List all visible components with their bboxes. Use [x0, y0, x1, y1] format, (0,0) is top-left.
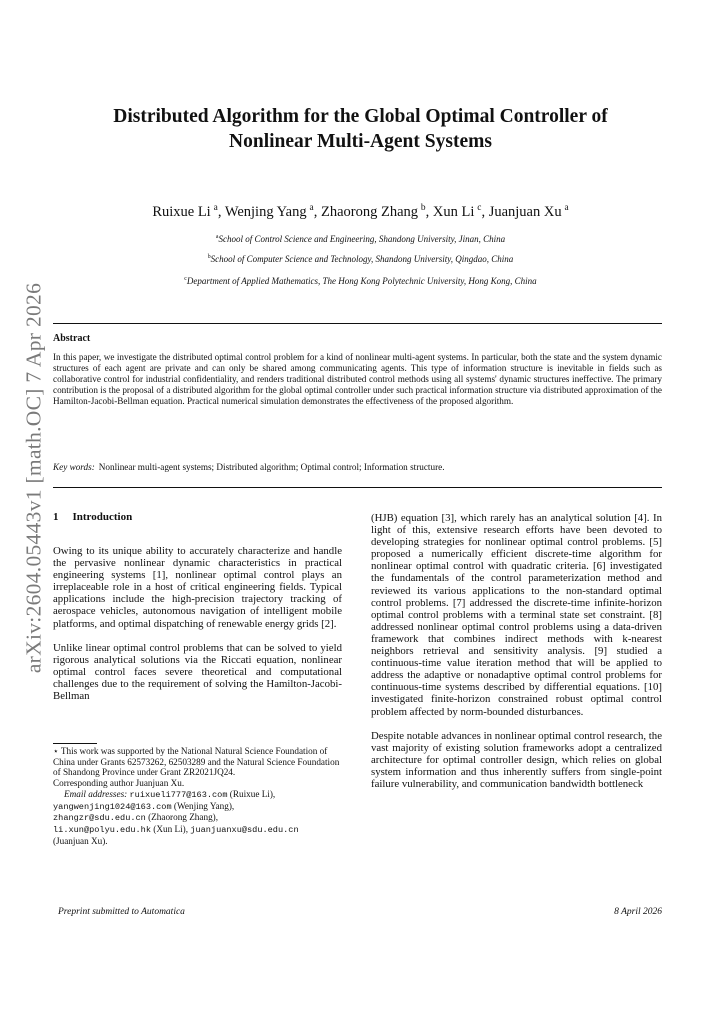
footer-date: 8 April 2026: [614, 907, 662, 917]
email-line: [53, 789, 345, 801]
footnote-funding: [53, 746, 345, 778]
affiliation: [40, 234, 681, 244]
author-affil-mark: b: [420, 203, 426, 213]
paper-title-line-2: Nonlinear Multi-Agent Systems: [229, 131, 492, 152]
email-owner: (Ruixue Li),: [227, 788, 276, 799]
left-column: [53, 545, 342, 714]
footnote: [53, 746, 345, 846]
section-heading: [53, 511, 132, 523]
email-line: [53, 812, 345, 824]
abstract-top-rule: [53, 323, 662, 324]
keywords-label: Key words:: [53, 462, 95, 472]
author-name: Ruixue Li: [152, 203, 211, 220]
email-address: li.xun@polyu.edu.hk: [53, 824, 151, 835]
affil-text: School of Control Science and Engineering, Shandong University, Jinan, China: [218, 234, 506, 244]
paragraph: Unlike linear optimal control problems that can be solved to yield rigorous analytical solutions via the Riccati equation, nonlinear optimal control faces severe theoretical and computational challenges due to the requirement of solving the Hamilton-Jacobi-Bellman: [53, 641, 342, 703]
affil-text: School of Computer Science and Technology, Shandong University, Qingdao, China: [210, 254, 514, 264]
email-owner: (Xun Li),: [151, 823, 191, 834]
email-owner-last: (Juanjuan Xu).: [53, 835, 108, 846]
keywords: [53, 462, 662, 472]
author-affil-mark: a: [213, 203, 218, 213]
corresponding-author: Corresponding author Juanjuan Xu.: [53, 778, 185, 789]
email-address: yangwenjing1024@163.com: [53, 801, 172, 812]
section-title: Introduction: [72, 511, 133, 523]
abstract-bottom-rule: [53, 487, 662, 488]
email-address: zhangzr@sdu.edu.cn: [53, 813, 146, 824]
author-affil-mark: a: [309, 203, 314, 213]
funding-text: This work was supported by the National Natural Science Foundation of China under Grants 62573262, 62503289 and the Natural Science Foundation of Shandong Province under Grant ZR2021JQ24.: [53, 746, 340, 778]
author-name: Juanjuan Xu: [488, 203, 562, 220]
email-owner: (Wenjing Yang),: [171, 800, 235, 811]
affil-mark: b: [207, 254, 211, 260]
email-label: Email addresses:: [64, 788, 128, 799]
keywords-text: Nonlinear multi-agent systems; Distributed algorithm; Optimal control; Information structure.: [98, 462, 445, 472]
author-name: Xun Li: [432, 203, 475, 220]
author-name: Wenjing Yang: [224, 203, 307, 220]
footer-preprint-note: Preprint submitted to Automatica: [58, 907, 185, 917]
author-list: Ruixue Li $^a$, Wenjing Yang $^a$, Zhaorong Zhang $^b$, Xun Li $^c$, Juanjuan Xu $^a$: [152, 203, 569, 220]
email-owner: (Zhaorong Zhang),: [145, 812, 219, 823]
footnote-star: ⋆: [53, 746, 59, 756]
paper-title-line-1: Distributed Algorithm for the Global Optimal Controller of: [113, 106, 608, 127]
author-name: Zhaorong Zhang: [320, 203, 419, 220]
affil-mark: a: [215, 234, 219, 240]
paragraph: Owing to its unique ability to accurately characterize and handle the pervasive nonlinear dynamic characteristics in practical engineering systems [1], nonlinear optimal control plays an irreplaceable role in a host of critical engineering fields. Typical applications include the high-precision trajectory tracking of aerospace vehicles, autonomous navigation of intelligent mobile platforms, and optimal dispatching of renewable energy grids [2].: [53, 545, 342, 630]
right-column: [371, 512, 662, 802]
affil-text: Department of Applied Mathematics, The Hong Kong Polytechnic University, Hong Kong, China: [186, 276, 537, 286]
author-affil-mark: c: [477, 203, 482, 213]
email-line: [53, 801, 345, 813]
email-line: [53, 824, 345, 836]
abstract-text: In this paper, we investigate the distributed optimal control problem for a kind of nonlinear multi-agent systems. In particular, both the state and the system dynamic structures of each agent are private and can only be shared among communicating agents. This type of information structure is inevitable in fields such as collaborative control for industrial confidentiality, and renders traditional distributed control methods using all systems' dynamic structures ineffective. The primary contribution is the proposal of a distributed algorithm for the global optimal controller under such practical information structure via distributed approximation of the Hamilton-Jacobi-Bellman equation. Practical numerical simulation demonstrates the effectiveness of the proposed algorithm.: [53, 352, 662, 406]
paragraph: (HJB) equation [3], which rarely has an analytical solution [4]. In light of this, extensive research efforts have been devoted to developing strategies for nonlinear optimal control problems. [5] proposed a numerically efficient discrete-time algorithm for nonlinear optimal control with quadratic criteria. [6] investigated the fundamentals of the control parameterization method and reviewed its various applications to the non-standard optimal control problems. [7] addressed the discrete-time infinite-horizon optimal control problems with a terminal state set constraint. [8] addressed nonlinear optimal control problems using a data-driven framework that combines indirect methods with k-nearest neighbors retrieval and sensitivity analysis. [9] studied a continuous-time value iteration method that will be applied to address the adaptive or nonadaptive optimal control problems for continuous-time systems described by differential equations. [10] investigated finite-horizon constrained robust optimal control problem affected by norm-bounded disturbances.: [371, 512, 662, 718]
footnote-rule: [53, 743, 97, 744]
section-number: 1: [53, 511, 59, 523]
affiliation: [40, 276, 681, 286]
affil-mark: c: [184, 276, 187, 282]
author-affil-mark: a: [564, 203, 569, 213]
arxiv-stamp: arXiv:2604.05443v1 [math.OC] 7 Apr 2026: [21, 282, 46, 674]
abstract-heading: Abstract: [53, 333, 91, 344]
email-address: juanjuanxu@sdu.edu.cn: [190, 824, 299, 835]
affiliation: [40, 254, 681, 264]
email-address: ruixueli777@163.com: [129, 789, 228, 800]
paragraph: Despite notable advances in nonlinear optimal control research, the vast majority of existing solution frameworks adopt a centralized architecture for optimal controller design, which relies on global system information and thus inherently suffers from single-point failure vulnerability, and communication bandwidth bottleneck: [371, 729, 662, 790]
